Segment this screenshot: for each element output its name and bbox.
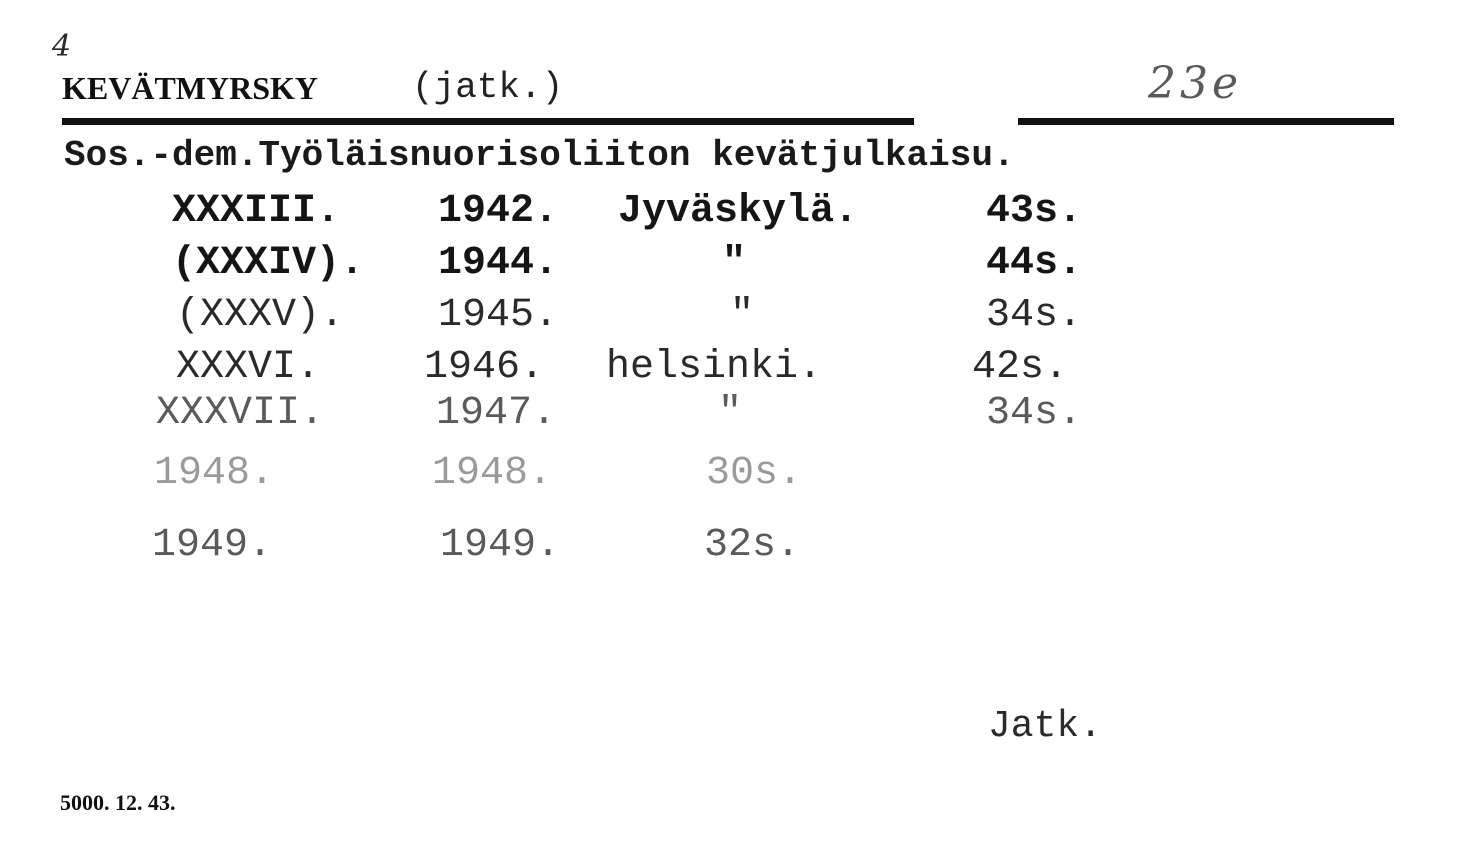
entry-row — [0, 189, 1473, 236]
title-suffix: (jatk.) — [412, 67, 564, 108]
entry-year: 1949. — [440, 523, 561, 568]
title-underline — [62, 118, 914, 125]
entry-pages: 34s. — [986, 293, 1083, 338]
entry-pages: 42s. — [972, 345, 1069, 390]
entry-pages: 43s. — [986, 189, 1083, 234]
entry-year: 1947. — [436, 391, 557, 436]
entry-row — [0, 293, 1473, 340]
continued-note: Jatk. — [988, 705, 1103, 748]
entry-row — [0, 391, 1473, 438]
entry-place: 32s. — [704, 523, 801, 568]
entry-row — [0, 241, 1473, 288]
entry-place: helsinki. — [606, 345, 823, 390]
entry-row — [0, 345, 1473, 392]
card-title: KEVÄTMYRSKY — [62, 70, 319, 106]
entry-pages: 34s. — [986, 391, 1083, 436]
entry-year: 1948. — [432, 451, 553, 496]
print-code: 5000. 12. 43. — [60, 790, 176, 815]
entry-volume: XXXIII. — [172, 189, 341, 234]
entry-place: " — [730, 293, 755, 338]
entry-year: 1946. — [424, 345, 545, 390]
entry-volume: (XXXV). — [176, 293, 345, 338]
entry-year: 1945. — [438, 293, 559, 338]
entry-row — [0, 451, 1473, 498]
entry-place: " — [718, 391, 743, 436]
entry-volume: (XXXIV). — [172, 241, 365, 286]
entry-place: " — [722, 241, 747, 286]
entry-volume: 1948. — [154, 451, 275, 496]
entry-row — [0, 523, 1473, 570]
entry-place: Jyväskylä. — [618, 189, 859, 234]
entry-year: 1944. — [438, 241, 559, 286]
entry-place: 30s. — [706, 451, 803, 496]
handwritten-mark: 4 — [52, 29, 72, 64]
entry-volume: XXXVI. — [176, 345, 321, 390]
entry-volume: XXXVII. — [156, 391, 325, 436]
call-number: 23e — [1148, 58, 1243, 109]
entry-volume: 1949. — [152, 523, 273, 568]
call-number-underline — [1018, 118, 1394, 125]
entry-pages: 44s. — [986, 241, 1083, 286]
publication-description: Sos.-dem.Työläisnuorisoliiton kevätjulkaisu. — [64, 135, 1015, 176]
entry-year: 1942. — [438, 189, 559, 234]
